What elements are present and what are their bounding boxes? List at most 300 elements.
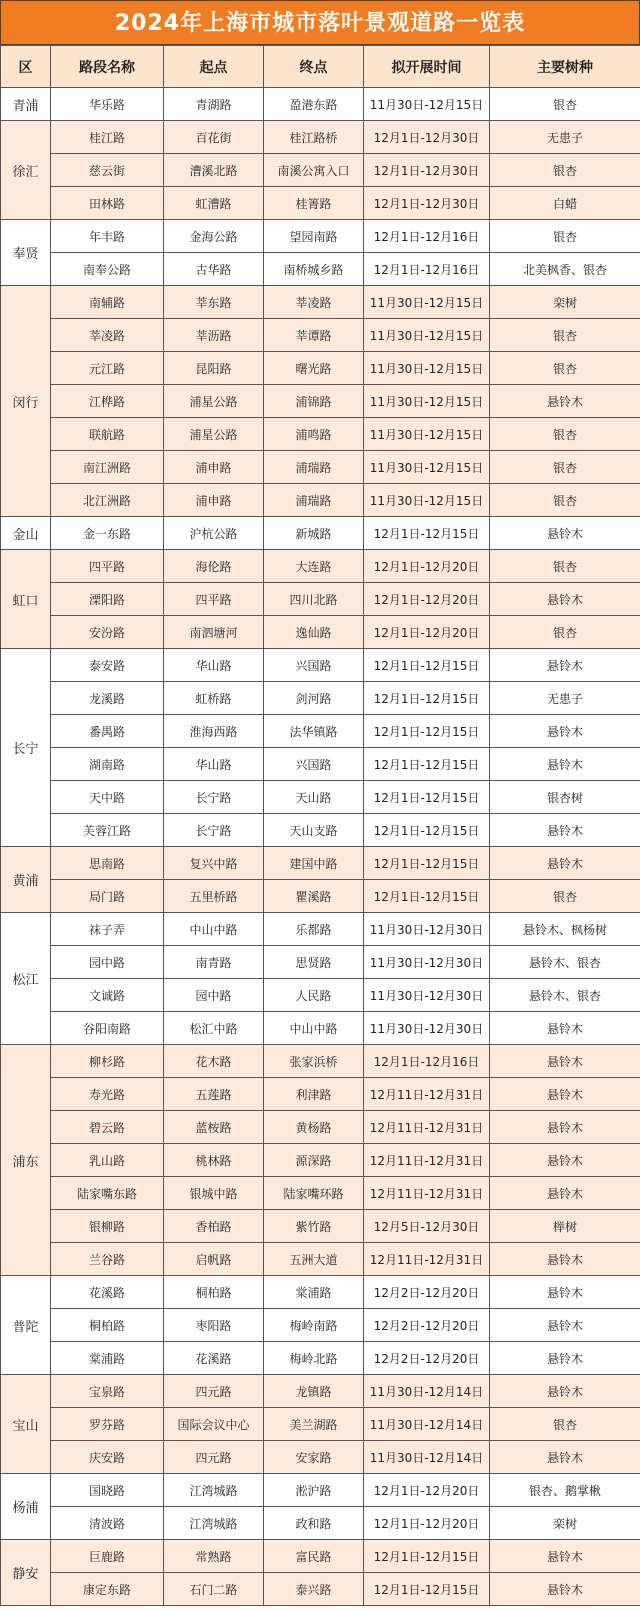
table-row — [1, 418, 640, 451]
start-point-cell: 四元路 — [164, 1375, 264, 1408]
time-cell: 12月2日-12月20日 — [364, 1309, 490, 1342]
start-point-cell: 海伦路 — [164, 550, 264, 583]
time-cell: 12月11日-12月31日 — [364, 1078, 490, 1111]
table-row — [1, 253, 640, 286]
road-name-cell: 谷阳南路 — [51, 1012, 164, 1045]
start-point-cell: 花溪路 — [164, 1342, 264, 1375]
table-body — [1, 88, 640, 1606]
header-end: 终点 — [264, 46, 364, 88]
table-row — [1, 1342, 640, 1375]
table-row — [1, 1177, 640, 1210]
road-name-cell: 华乐路 — [51, 88, 164, 121]
district-cell: 奉贤 — [1, 220, 51, 286]
end-point-cell: 棠浦路 — [264, 1276, 364, 1309]
start-point-cell: 浦星公路 — [164, 385, 264, 418]
tree-species-cell: 银杏 — [490, 484, 640, 517]
time-cell: 12月1日-12月15日 — [364, 1540, 490, 1573]
road-name-cell: 桐柏路 — [51, 1309, 164, 1342]
table-row — [1, 385, 640, 418]
end-point-cell: 陆家嘴环路 — [264, 1177, 364, 1210]
end-point-cell: 张家浜桥 — [264, 1045, 364, 1078]
time-cell: 12月2日-12月20日 — [364, 1342, 490, 1375]
tree-species-cell: 悬铃木 — [490, 1177, 640, 1210]
table-row — [1, 979, 640, 1012]
tree-species-cell: 银杏 — [490, 880, 640, 913]
table-row — [1, 1474, 640, 1507]
start-point-cell: 蓝桉路 — [164, 1111, 264, 1144]
end-point-cell: 建国中路 — [264, 847, 364, 880]
table-row — [1, 913, 640, 946]
road-name-cell: 番禺路 — [51, 715, 164, 748]
road-name-cell: 四平路 — [51, 550, 164, 583]
district-cell: 松江 — [1, 913, 51, 1045]
tree-species-cell: 悬铃木 — [490, 649, 640, 682]
time-cell: 12月11日-12月31日 — [364, 1111, 490, 1144]
district-cell: 静安 — [1, 1540, 51, 1606]
table-row — [1, 1012, 640, 1045]
end-point-cell: 桂江路桥 — [264, 121, 364, 154]
tree-species-cell: 悬铃木 — [490, 814, 640, 847]
tree-species-cell: 悬铃木 — [490, 847, 640, 880]
end-point-cell: 剑河路 — [264, 682, 364, 715]
table-row — [1, 583, 640, 616]
time-cell: 11月30日-12月30日 — [364, 1012, 490, 1045]
tree-species-cell: 悬铃木 — [490, 385, 640, 418]
tree-species-cell: 银杏树 — [490, 781, 640, 814]
road-name-cell: 龙溪路 — [51, 682, 164, 715]
tree-species-cell: 悬铃木 — [490, 517, 640, 550]
tree-species-cell: 悬铃木 — [490, 583, 640, 616]
table-row — [1, 1309, 640, 1342]
table-row — [1, 154, 640, 187]
start-point-cell: 长宁路 — [164, 781, 264, 814]
time-cell: 11月30日-12月15日 — [364, 319, 490, 352]
tree-species-cell: 悬铃木 — [490, 748, 640, 781]
end-point-cell: 淞沪路 — [264, 1474, 364, 1507]
road-name-cell: 寿光路 — [51, 1078, 164, 1111]
tree-species-cell: 悬铃木 — [490, 1144, 640, 1177]
road-name-cell: 天中路 — [51, 781, 164, 814]
start-point-cell: 长宁路 — [164, 814, 264, 847]
table-row — [1, 781, 640, 814]
tree-species-cell: 银杏 — [490, 418, 640, 451]
tree-species-cell: 悬铃木 — [490, 1276, 640, 1309]
table-row — [1, 1540, 640, 1573]
road-name-cell: 宝泉路 — [51, 1375, 164, 1408]
end-point-cell: 兴国路 — [264, 649, 364, 682]
road-name-cell: 江桦路 — [51, 385, 164, 418]
end-point-cell: 富民路 — [264, 1540, 364, 1573]
start-point-cell: 园中路 — [164, 979, 264, 1012]
start-point-cell: 石门二路 — [164, 1573, 264, 1606]
end-point-cell: 中山中路 — [264, 1012, 364, 1045]
end-point-cell: 逸仙路 — [264, 616, 364, 649]
time-cell: 11月30日-12月15日 — [364, 286, 490, 319]
table-row — [1, 1507, 640, 1540]
tree-species-cell: 悬铃木 — [490, 1045, 640, 1078]
start-point-cell: 百花街 — [164, 121, 264, 154]
end-point-cell: 南溪公寓入口 — [264, 154, 364, 187]
table-row — [1, 946, 640, 979]
end-point-cell: 大连路 — [264, 550, 364, 583]
start-point-cell: 漕溪北路 — [164, 154, 264, 187]
tree-species-cell: 银杏、鹅掌楸 — [490, 1474, 640, 1507]
road-name-cell: 罗芬路 — [51, 1408, 164, 1441]
tree-species-cell: 栾树 — [490, 1507, 640, 1540]
tree-species-cell: 悬铃木 — [490, 1111, 640, 1144]
end-point-cell: 梅岭北路 — [264, 1342, 364, 1375]
start-point-cell: 香柏路 — [164, 1210, 264, 1243]
tree-species-cell: 悬铃木 — [490, 1375, 640, 1408]
road-name-cell: 南辅路 — [51, 286, 164, 319]
time-cell: 12月1日-12月16日 — [364, 220, 490, 253]
table-row — [1, 1276, 640, 1309]
time-cell: 12月1日-12月20日 — [364, 550, 490, 583]
table-row — [1, 649, 640, 682]
end-point-cell: 人民路 — [264, 979, 364, 1012]
end-point-cell: 紫竹路 — [264, 1210, 364, 1243]
end-point-cell: 思贤路 — [264, 946, 364, 979]
end-point-cell: 南桥城乡路 — [264, 253, 364, 286]
table-row — [1, 1144, 640, 1177]
start-point-cell: 五里桥路 — [164, 880, 264, 913]
road-name-cell: 年丰路 — [51, 220, 164, 253]
table-row — [1, 484, 640, 517]
time-cell: 12月1日-12月16日 — [364, 1045, 490, 1078]
tree-species-cell: 银杏 — [490, 616, 640, 649]
road-name-cell: 湖南路 — [51, 748, 164, 781]
header-time: 拟开展时间 — [364, 46, 490, 88]
table-row — [1, 682, 640, 715]
time-cell: 12月5日-12月30日 — [364, 1210, 490, 1243]
road-name-cell: 康定东路 — [51, 1573, 164, 1606]
tree-species-cell: 悬铃木 — [490, 715, 640, 748]
road-name-cell: 袜子弄 — [51, 913, 164, 946]
end-point-cell: 瞿溪路 — [264, 880, 364, 913]
time-cell: 12月1日-12月15日 — [364, 649, 490, 682]
table-row — [1, 517, 640, 550]
road-name-cell: 北江洲路 — [51, 484, 164, 517]
table-row — [1, 1111, 640, 1144]
table-row — [1, 451, 640, 484]
end-point-cell: 乐都路 — [264, 913, 364, 946]
district-cell: 金山 — [1, 517, 51, 550]
tree-species-cell: 银杏 — [490, 220, 640, 253]
start-point-cell: 淮海西路 — [164, 715, 264, 748]
road-name-cell: 泰安路 — [51, 649, 164, 682]
time-cell: 11月30日-12月30日 — [364, 979, 490, 1012]
end-point-cell: 美兰湖路 — [264, 1408, 364, 1441]
start-point-cell: 桐柏路 — [164, 1276, 264, 1309]
start-point-cell: 江湾城路 — [164, 1507, 264, 1540]
district-cell: 普陀 — [1, 1276, 51, 1375]
table-row — [1, 1078, 640, 1111]
time-cell: 11月30日-12月15日 — [364, 88, 490, 121]
end-point-cell: 浦鸣路 — [264, 418, 364, 451]
end-point-cell: 浦锦路 — [264, 385, 364, 418]
tree-species-cell: 悬铃木 — [490, 1441, 640, 1474]
road-name-cell: 柳杉路 — [51, 1045, 164, 1078]
tree-species-cell: 银杏 — [490, 451, 640, 484]
road-name-cell: 碧云路 — [51, 1111, 164, 1144]
road-name-cell: 园中路 — [51, 946, 164, 979]
start-point-cell: 虹桥路 — [164, 682, 264, 715]
end-point-cell: 四川北路 — [264, 583, 364, 616]
time-cell: 11月30日-12月15日 — [364, 385, 490, 418]
start-point-cell: 浦申路 — [164, 451, 264, 484]
table-row — [1, 220, 640, 253]
tree-species-cell: 悬铃木 — [490, 1243, 640, 1276]
road-name-cell: 花溪路 — [51, 1276, 164, 1309]
start-point-cell: 五莲路 — [164, 1078, 264, 1111]
tree-species-cell: 悬铃木 — [490, 1540, 640, 1573]
start-point-cell: 四平路 — [164, 583, 264, 616]
road-name-cell: 思南路 — [51, 847, 164, 880]
end-point-cell: 桂箐路 — [264, 187, 364, 220]
time-cell: 11月30日-12月15日 — [364, 451, 490, 484]
start-point-cell: 青湖路 — [164, 88, 264, 121]
road-name-cell: 乳山路 — [51, 1144, 164, 1177]
table-row — [1, 1045, 640, 1078]
tree-species-cell: 北美枫香、银杏 — [490, 253, 640, 286]
tree-species-cell: 银杏 — [490, 550, 640, 583]
road-name-cell: 清波路 — [51, 1507, 164, 1540]
time-cell: 12月1日-12月15日 — [364, 814, 490, 847]
road-name-cell: 田林路 — [51, 187, 164, 220]
time-cell: 11月30日-12月15日 — [364, 352, 490, 385]
road-name-cell: 巨鹿路 — [51, 1540, 164, 1573]
time-cell: 11月30日-12月14日 — [364, 1408, 490, 1441]
tree-species-cell: 悬铃木 — [490, 1342, 640, 1375]
start-point-cell: 江湾城路 — [164, 1474, 264, 1507]
tree-species-cell: 白蜡 — [490, 187, 640, 220]
end-point-cell: 望园南路 — [264, 220, 364, 253]
start-point-cell: 华山路 — [164, 649, 264, 682]
road-name-cell: 联航路 — [51, 418, 164, 451]
tree-species-cell: 银杏 — [490, 1408, 640, 1441]
end-point-cell: 黄杨路 — [264, 1111, 364, 1144]
road-name-cell: 元江路 — [51, 352, 164, 385]
tree-species-cell: 银杏 — [490, 88, 640, 121]
time-cell: 12月1日-12月20日 — [364, 583, 490, 616]
page-title: 2024年上海市城市落叶景观道路一览表 — [0, 0, 640, 45]
start-point-cell: 花木路 — [164, 1045, 264, 1078]
end-point-cell: 莘凌路 — [264, 286, 364, 319]
start-point-cell: 四元路 — [164, 1441, 264, 1474]
road-name-cell: 金一东路 — [51, 517, 164, 550]
start-point-cell: 沪杭公路 — [164, 517, 264, 550]
table-row — [1, 748, 640, 781]
time-cell: 12月1日-12月20日 — [364, 616, 490, 649]
end-point-cell: 利津路 — [264, 1078, 364, 1111]
time-cell: 12月1日-12月30日 — [364, 187, 490, 220]
table-row — [1, 1243, 640, 1276]
district-cell: 浦东 — [1, 1045, 51, 1276]
table-row — [1, 319, 640, 352]
end-point-cell: 新城路 — [264, 517, 364, 550]
tree-species-cell: 悬铃木 — [490, 1078, 640, 1111]
start-point-cell: 华山路 — [164, 748, 264, 781]
start-point-cell: 古华路 — [164, 253, 264, 286]
time-cell: 12月11日-12月31日 — [364, 1144, 490, 1177]
header-tree: 主要树种 — [490, 46, 640, 88]
time-cell: 12月11日-12月31日 — [364, 1177, 490, 1210]
start-point-cell: 南泗塘河 — [164, 616, 264, 649]
tree-species-cell: 榉树 — [490, 1210, 640, 1243]
start-point-cell: 南青路 — [164, 946, 264, 979]
end-point-cell: 龙镇路 — [264, 1375, 364, 1408]
table-row — [1, 847, 640, 880]
start-point-cell: 常熟路 — [164, 1540, 264, 1573]
start-point-cell: 虹漕路 — [164, 187, 264, 220]
tree-species-cell: 悬铃木 — [490, 1573, 640, 1606]
end-point-cell: 五洲大道 — [264, 1243, 364, 1276]
end-point-cell: 盈港东路 — [264, 88, 364, 121]
district-cell: 杨浦 — [1, 1474, 51, 1540]
time-cell: 12月1日-12月15日 — [364, 715, 490, 748]
tree-species-cell: 无患子 — [490, 121, 640, 154]
table-row — [1, 1573, 640, 1606]
time-cell: 12月1日-12月15日 — [364, 781, 490, 814]
end-point-cell: 天山路 — [264, 781, 364, 814]
road-name-cell: 莘凌路 — [51, 319, 164, 352]
road-name-cell: 庆安路 — [51, 1441, 164, 1474]
tree-species-cell: 悬铃木 — [490, 1012, 640, 1045]
table-row — [1, 550, 640, 583]
time-cell: 12月11日-12月31日 — [364, 1243, 490, 1276]
table-row — [1, 88, 640, 121]
district-cell: 虹口 — [1, 550, 51, 649]
table-row — [1, 616, 640, 649]
end-point-cell: 兴国路 — [264, 748, 364, 781]
time-cell: 12月1日-12月15日 — [364, 1573, 490, 1606]
time-cell: 11月30日-12月30日 — [364, 913, 490, 946]
road-table — [0, 45, 640, 1606]
table-row — [1, 880, 640, 913]
table-row — [1, 1408, 640, 1441]
road-name-cell: 棠浦路 — [51, 1342, 164, 1375]
time-cell: 12月1日-12月15日 — [364, 748, 490, 781]
end-point-cell: 浦瑞路 — [264, 451, 364, 484]
time-cell: 12月1日-12月15日 — [364, 517, 490, 550]
table-row — [1, 814, 640, 847]
end-point-cell: 曙光路 — [264, 352, 364, 385]
start-point-cell: 莘东路 — [164, 286, 264, 319]
tree-species-cell: 银杏 — [490, 154, 640, 187]
end-point-cell: 源深路 — [264, 1144, 364, 1177]
table-row — [1, 121, 640, 154]
start-point-cell: 浦申路 — [164, 484, 264, 517]
tree-species-cell: 银杏 — [490, 352, 640, 385]
district-cell: 长宁 — [1, 649, 51, 847]
road-name-cell: 芙蓉江路 — [51, 814, 164, 847]
start-point-cell: 银城中路 — [164, 1177, 264, 1210]
table-row — [1, 352, 640, 385]
district-cell: 闵行 — [1, 286, 51, 517]
road-name-cell: 溧阳路 — [51, 583, 164, 616]
road-name-cell: 兰谷路 — [51, 1243, 164, 1276]
tree-species-cell: 无患子 — [490, 682, 640, 715]
end-point-cell: 浦瑞路 — [264, 484, 364, 517]
table-row — [1, 715, 640, 748]
end-point-cell: 梅岭南路 — [264, 1309, 364, 1342]
start-point-cell: 复兴中路 — [164, 847, 264, 880]
tree-species-cell: 悬铃木 — [490, 1309, 640, 1342]
time-cell: 11月30日-12月15日 — [364, 418, 490, 451]
time-cell: 12月2日-12月20日 — [364, 1276, 490, 1309]
time-cell: 12月1日-12月20日 — [364, 1507, 490, 1540]
start-point-cell: 枣阳路 — [164, 1309, 264, 1342]
district-cell: 宝山 — [1, 1375, 51, 1474]
time-cell: 11月30日-12月14日 — [364, 1375, 490, 1408]
end-point-cell: 天山支路 — [264, 814, 364, 847]
road-name-cell: 南奉公路 — [51, 253, 164, 286]
district-cell: 青浦 — [1, 88, 51, 121]
start-point-cell: 浦星公路 — [164, 418, 264, 451]
time-cell: 12月1日-12月15日 — [364, 880, 490, 913]
road-name-cell: 局门路 — [51, 880, 164, 913]
road-name-cell: 文诚路 — [51, 979, 164, 1012]
table-header — [1, 46, 640, 88]
tree-species-cell: 栾树 — [490, 286, 640, 319]
road-name-cell: 桂江路 — [51, 121, 164, 154]
road-name-cell: 陆家嘴东路 — [51, 1177, 164, 1210]
road-name-cell: 南江洲路 — [51, 451, 164, 484]
start-point-cell: 金海公路 — [164, 220, 264, 253]
end-point-cell: 泰兴路 — [264, 1573, 364, 1606]
time-cell: 12月1日-12月20日 — [364, 1474, 490, 1507]
time-cell: 12月1日-12月16日 — [364, 253, 490, 286]
time-cell: 12月1日-12月30日 — [364, 154, 490, 187]
time-cell: 12月1日-12月15日 — [364, 682, 490, 715]
time-cell: 12月1日-12月30日 — [364, 121, 490, 154]
end-point-cell: 安家路 — [264, 1441, 364, 1474]
end-point-cell: 莘谭路 — [264, 319, 364, 352]
road-name-cell: 银柳路 — [51, 1210, 164, 1243]
table-row — [1, 187, 640, 220]
header-road: 路段名称 — [51, 46, 164, 88]
table-row — [1, 1375, 640, 1408]
header-district: 区 — [1, 46, 51, 88]
road-name-cell: 慈云街 — [51, 154, 164, 187]
start-point-cell: 启帆路 — [164, 1243, 264, 1276]
start-point-cell: 莘沥路 — [164, 319, 264, 352]
start-point-cell: 桃林路 — [164, 1144, 264, 1177]
district-cell: 徐汇 — [1, 121, 51, 220]
end-point-cell: 政和路 — [264, 1507, 364, 1540]
time-cell: 11月30日-12月15日 — [364, 484, 490, 517]
start-point-cell: 国际会议中心 — [164, 1408, 264, 1441]
tree-species-cell: 悬铃木、银杏 — [490, 979, 640, 1012]
tree-species-cell: 银杏 — [490, 319, 640, 352]
end-point-cell: 法华镇路 — [264, 715, 364, 748]
table-row — [1, 1441, 640, 1474]
start-point-cell: 松汇中路 — [164, 1012, 264, 1045]
time-cell: 12月1日-12月15日 — [364, 847, 490, 880]
road-name-cell: 安汾路 — [51, 616, 164, 649]
time-cell: 11月30日-12月30日 — [364, 946, 490, 979]
road-name-cell: 国晓路 — [51, 1474, 164, 1507]
header-row — [1, 46, 640, 88]
table-row — [1, 286, 640, 319]
tree-species-cell: 悬铃木、枫杨树 — [490, 913, 640, 946]
tree-species-cell: 悬铃木、银杏 — [490, 946, 640, 979]
start-point-cell: 中山中路 — [164, 913, 264, 946]
time-cell: 11月30日-12月14日 — [364, 1441, 490, 1474]
table-row — [1, 1210, 640, 1243]
start-point-cell: 昆阳路 — [164, 352, 264, 385]
district-cell: 黄浦 — [1, 847, 51, 913]
